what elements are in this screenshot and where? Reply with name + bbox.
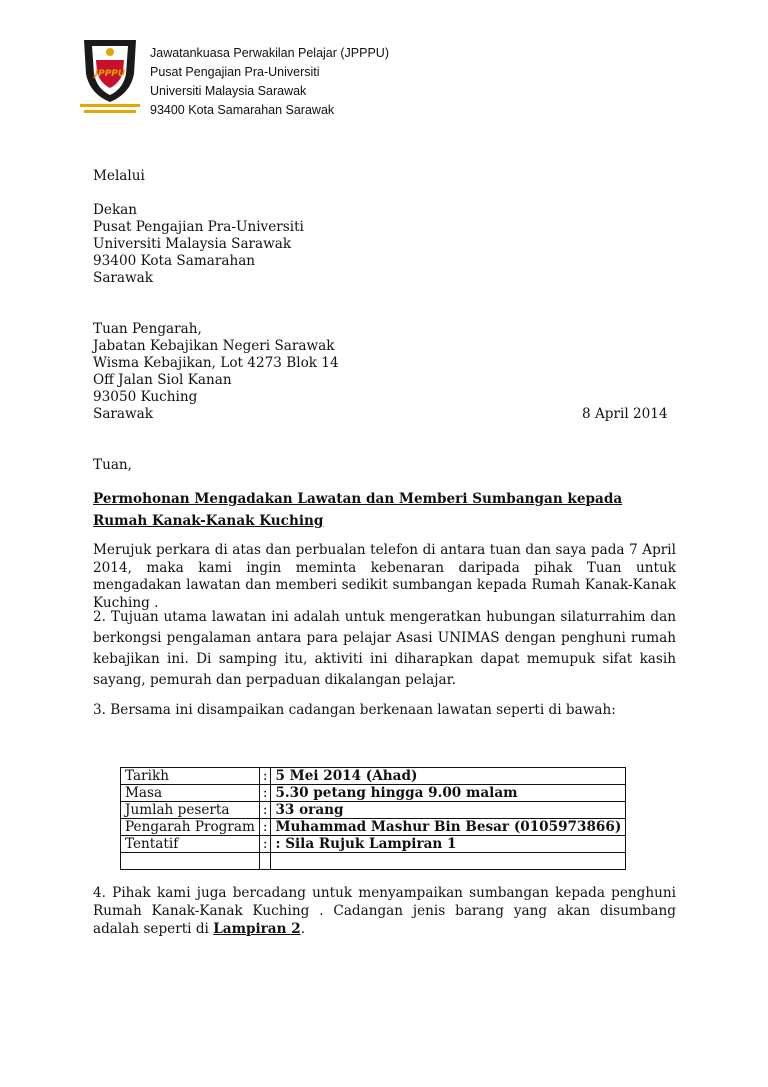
- visit-details-table: [120, 767, 626, 870]
- via-address-line: Pusat Pengajian Pra-Universiti: [93, 219, 304, 235]
- subject-heading: Permohonan Mengadakan Lawatan dan Memberi Sumbangan kepada Rumah Kanak-Kanak Kuching: [93, 491, 623, 529]
- paragraph-3: 3. Bersama ini disampaikan cadangan berkenaan lawatan seperti di bawah:: [93, 702, 616, 718]
- paragraph-1: [93, 542, 676, 612]
- recipient-address-line: Off Jalan Siol Kanan: [93, 372, 232, 388]
- table-row: [121, 836, 626, 853]
- recipient-address: [93, 321, 339, 423]
- paragraph-4-end: .: [300, 921, 306, 937]
- paragraph-4-body: [93, 884, 676, 938]
- detail-separator: :: [259, 802, 271, 819]
- paragraph-4: [93, 884, 676, 938]
- detail-label: Masa: [121, 785, 260, 802]
- via-label: Melalui: [93, 168, 145, 184]
- detail-value: 33 orang: [271, 802, 626, 819]
- letterhead-line-2: Pusat Pengajian Pra-Universiti: [150, 65, 320, 79]
- detail-value: Muhammad Mashur Bin Besar (0105973866): [271, 819, 626, 836]
- detail-label: [121, 853, 260, 870]
- paragraph-2-text: 2. Tujuan utama lawatan ini adalah untuk mengeratkan hubungan silaturrahim dan berkongsi pengalaman antara para pelajar Asasi UNIMAS dengan penghuni rumah kebajikan ini. Di samping itu, aktiviti ini diharapkan dapat memupuk sifat kasih sayang, pemurah dan perpaduan dikalangan pelajar.: [93, 609, 676, 688]
- recipient-address-line: Jabatan Kebajikan Negeri Sarawak: [93, 338, 335, 354]
- letterhead: [150, 44, 389, 120]
- letterhead-line-3: Universiti Malaysia Sarawak: [150, 84, 307, 98]
- detail-label: Pengarah Program: [121, 819, 260, 836]
- detail-separator: :: [259, 785, 271, 802]
- table-row: [121, 853, 626, 870]
- recipient-address-line: 93050 Kuching: [93, 389, 198, 405]
- table-row: [121, 785, 626, 802]
- detail-value: [271, 853, 626, 870]
- via-address-line: 93400 Kota Samarahan: [93, 253, 256, 269]
- organization-logo: [76, 36, 144, 118]
- salutation: Tuan,: [93, 457, 133, 473]
- svg-text:JPPPU: JPPPU: [94, 69, 126, 79]
- recipient-address-line: Sarawak: [93, 406, 153, 422]
- paragraph-4-text: 4. Pihak kami juga bercadang untuk menyampaikan sumbangan kepada penghuni Rumah Kanak-Kanak Kuching . Cadangan jenis barang yang akan disumbang adalah seperti di: [93, 885, 676, 937]
- paragraph-2: [93, 607, 676, 691]
- detail-value: 5.30 petang hingga 9.00 malam: [271, 785, 626, 802]
- table-row: [121, 819, 626, 836]
- detail-separator: :: [259, 819, 271, 836]
- via-address-line: Dekan: [93, 202, 138, 218]
- via-address-line: Sarawak: [93, 270, 153, 286]
- detail-label: Tentatif: [121, 836, 260, 853]
- detail-value: : Sila Rujuk Lampiran 1: [271, 836, 626, 853]
- via-address: [93, 202, 304, 287]
- detail-label: Jumlah peserta: [121, 802, 260, 819]
- letterhead-line-1: Jawatankuasa Perwakilan Pelajar (JPPPU): [150, 46, 389, 60]
- table-row: [121, 768, 626, 785]
- paragraph-1-text: Merujuk perkara di atas dan perbualan telefon di antara tuan dan saya pada 7 April 2014, maka kami ingin meminta kebenaran daripada pihak Tuan untuk mengadakan lawatan dan memberi sedikit sumbangan kepada Rumah Kanak-Kanak Kuching .: [93, 542, 676, 611]
- letter-date: 8 April 2014: [582, 406, 668, 422]
- detail-value: 5 Mei 2014 (Ahad): [271, 768, 626, 785]
- detail-label: Tarikh: [121, 768, 260, 785]
- attachment-reference: Lampiran 2: [213, 921, 301, 937]
- detail-separator: [259, 853, 271, 870]
- recipient-address-line: Tuan Pengarah,: [93, 321, 202, 337]
- letterhead-line-4: 93400 Kota Samarahan Sarawak: [150, 103, 335, 117]
- table-row: [121, 802, 626, 819]
- detail-separator: :: [259, 836, 271, 853]
- recipient-address-line: Wisma Kebajikan, Lot 4273 Blok 14: [93, 355, 339, 371]
- detail-separator: :: [259, 768, 271, 785]
- via-address-line: Universiti Malaysia Sarawak: [93, 236, 292, 252]
